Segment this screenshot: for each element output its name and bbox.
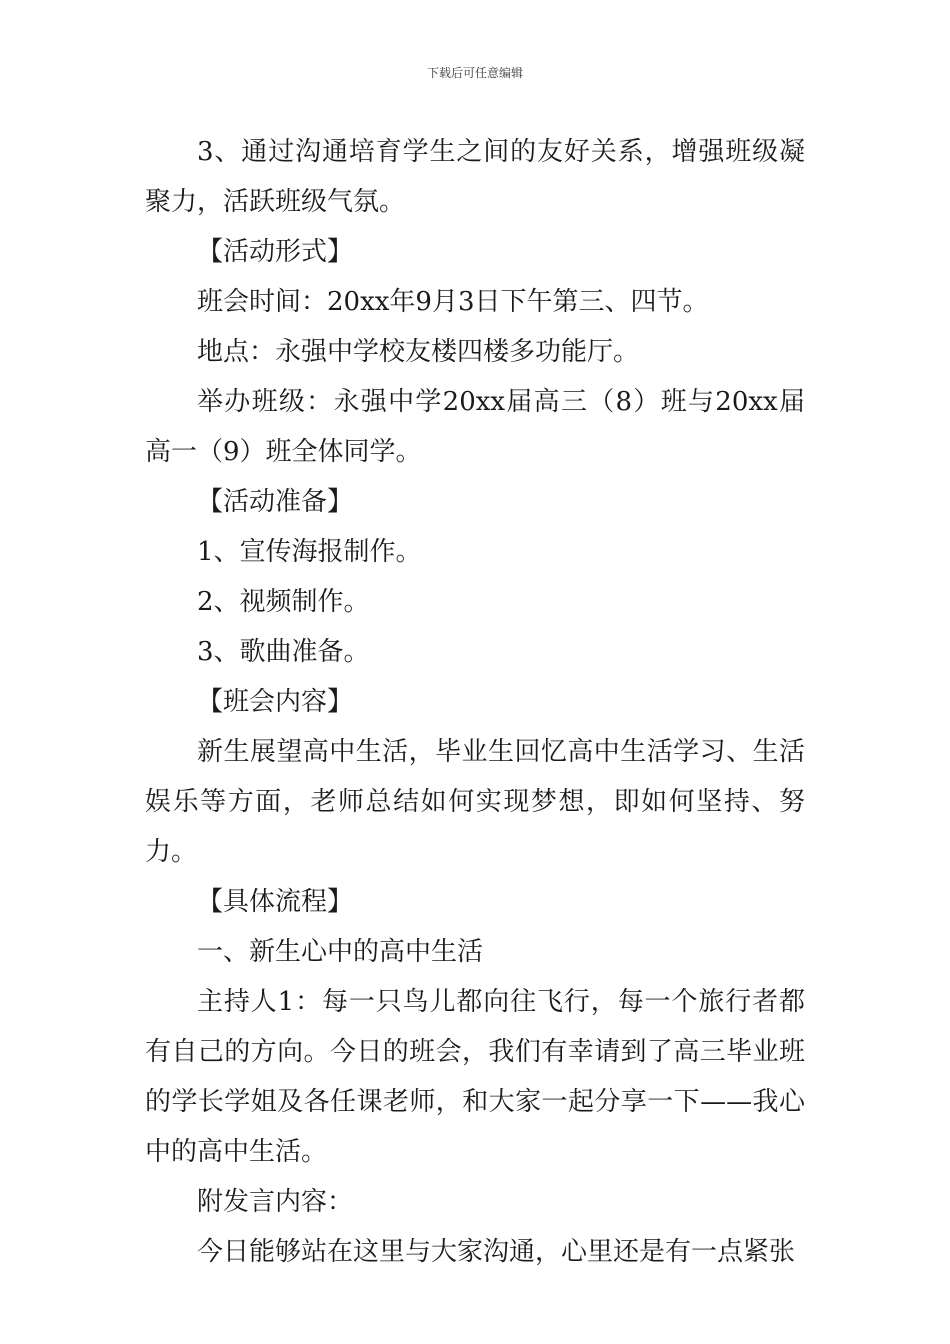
paragraph-speech-start: 今日能够站在这里与大家沟通，心里还是有一点紧张 [197,1237,796,1267]
section-heading-activity-form: 【活动形式】 [197,237,354,267]
paragraph-location: 地点：永强中学校友楼四楼多功能厅。 [197,337,640,367]
page-header: 下载后可任意编辑 [426,66,523,80]
paragraph-speech-label: 附发言内容： [197,1187,354,1217]
document-body [145,127,805,1277]
section-heading-activity-prep: 【活动准备】 [197,487,354,517]
paragraph-host-classes: 举办班级：永强中学20xx届高三（8）班与20xx届高一（9）班全体同学。 [145,387,805,467]
paragraph-meeting-time: 班会时间：20xx年9月3日下午第三、四节。 [197,287,709,317]
section-heading-meeting-content: 【班会内容】 [197,687,354,717]
paragraph-part-one-title: 一、新生心中的高中生活 [197,937,484,967]
paragraph-goal-3: 3、通过沟通培育学生之间的友好关系，增强班级凝聚力，活跃班级气氛。 [145,137,805,217]
paragraph-meeting-content: 新生展望高中生活，毕业生回忆高中生活学习、生活娱乐等方面，老师总结如何实现梦想，即如何坚持、努力。 [145,737,805,867]
paragraph-prep-1: 1、宣传海报制作。 [197,537,422,567]
paragraph-prep-2: 2、视频制作。 [197,587,370,617]
paragraph-prep-3: 3、歌曲准备。 [197,637,370,667]
paragraph-host-1: 主持人1：每一只鸟儿都向往飞行，每一个旅行者都有自己的方向。今日的班会，我们有幸请到了高三毕业班的学长学姐及各任课老师，和大家一起分享一下——我心中的高中生活。 [145,987,805,1167]
section-heading-procedure: 【具体流程】 [197,887,354,917]
